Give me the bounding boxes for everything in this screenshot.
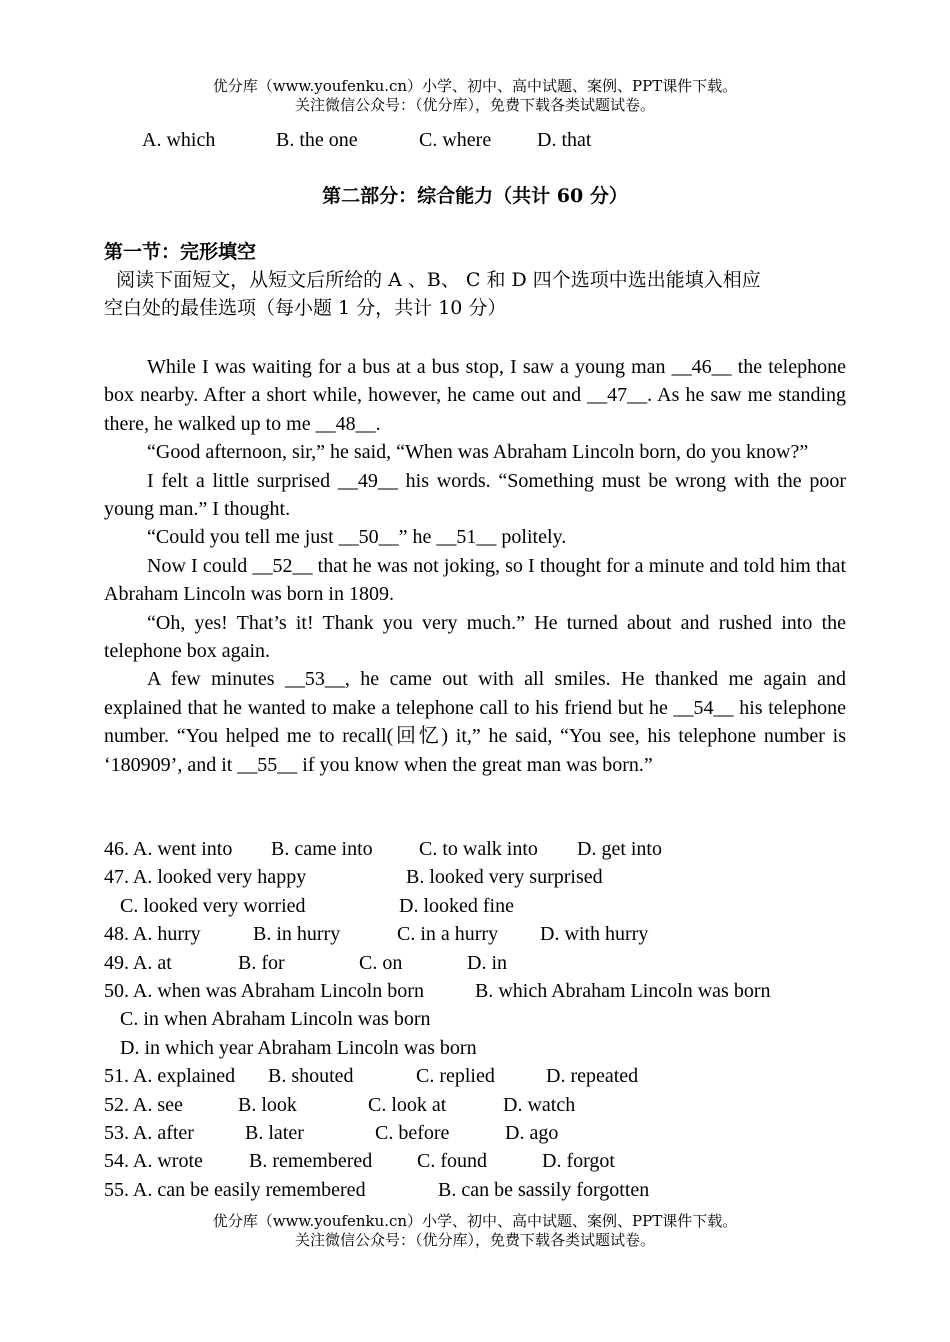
option-b: B. the one (276, 129, 358, 151)
question-53-option-a: 53. A. after (104, 1121, 194, 1144)
question-50-line-1 (104, 977, 864, 1005)
question-47-option-b: B. looked very surprised (406, 866, 603, 889)
instructions (104, 266, 846, 322)
question-53-option-c: C. before (375, 1121, 450, 1144)
question-52-option-d: D. watch (503, 1093, 576, 1116)
question-47-option-c: C. looked very worried (120, 894, 306, 917)
passage-paragraph: A few minutes __53__, he came out with all smiles. He thanked me again and explained that he wanted to make a telephone call to his friend but he __54__ his telephone number. “You helped me to recall(回忆) it,” he said, “You see, his telephone number is ‘180909’, and it __55__ if you know when the great man was born.” (104, 668, 846, 776)
instructions-line-1: 阅读下面短文，从短文后所给的 A 、B、 C 和 D 四个选项中选出能填入相应 (104, 269, 761, 291)
question-50-option-d: D. in which year Abraham Lincoln was born (120, 1036, 477, 1059)
question-50-option-c: C. in when Abraham Lincoln was born (120, 1008, 431, 1031)
question-54-option-c: C. found (417, 1150, 487, 1173)
question-47-option-a: 47. A. looked very happy (104, 866, 307, 889)
question-50-line-3 (104, 1034, 864, 1062)
option-a: A. which (142, 129, 216, 151)
question-48-option-b: B. in hurry (253, 923, 341, 946)
question-48-option-d: D. with hurry (540, 923, 649, 946)
passage-paragraph: “Good afternoon, sir,” he said, “When was Abraham Lincoln born, do you know?” (147, 441, 809, 464)
passage-paragraph: “Oh, yes! That’s it! Thank you very much.” He turned about and rushed into the telephone box again. (104, 611, 846, 663)
page-footer-line-2: 关注微信公众号：（优分库），免费下载各类试题试卷。 (294, 1231, 655, 1249)
page-footer-line-1: 优分库（www.youfenku.cn）小学、初中、高中试题、案例、PPT课件下载。 (212, 1212, 738, 1230)
question-46-option-b: B. came into (271, 838, 373, 860)
question-53-option-d: D. ago (505, 1121, 559, 1144)
question-50-line-2 (104, 1005, 864, 1033)
question-55-option-a: 55. A. can be easily remembered (104, 1178, 366, 1201)
question-54-option-d: D. forgot (542, 1150, 615, 1173)
question-49 (104, 949, 864, 977)
option-c: C. where (419, 129, 492, 151)
question-51 (104, 1062, 864, 1090)
question-53-option-b: B. later (245, 1121, 304, 1144)
passage-paragraph: I felt a little surprised __49__ his words. “Something must be wrong with the poor young man.” I thought. (104, 469, 846, 521)
cloze-passage (104, 353, 846, 779)
question-49-option-c: C. on (359, 951, 403, 974)
question-46 (104, 835, 864, 863)
question-52-option-b: B. look (238, 1093, 297, 1116)
question-51-option-c: C. replied (416, 1065, 495, 1088)
question-47-line-2 (104, 892, 864, 920)
page-header-line-2: 关注微信公众号：（优分库），免费下载各类试题试卷。 (294, 96, 655, 114)
passage-paragraph: Now I could __52__ that he was not joking, so I thought for a minute and told him that Abraham Lincoln was born in 1809. (104, 554, 846, 606)
question-54-option-a: 54. A. wrote (104, 1150, 203, 1173)
part-title: 第二部分：综合能力（共计 60 分） (322, 185, 628, 207)
question-54-option-b: B. remembered (249, 1150, 373, 1173)
option-d: D. that (537, 129, 592, 151)
question-52-option-a: 52. A. see (104, 1093, 183, 1116)
question-46-option-d: D. get into (577, 838, 662, 860)
passage-paragraph: “Could you tell me just __50__” he __51__ politely. (147, 526, 567, 549)
question-47-option-d: D. looked fine (399, 894, 514, 917)
question-50-option-a: 50. A. when was Abraham Lincoln born (104, 979, 424, 1002)
question-51-option-b: B. shouted (268, 1065, 354, 1088)
passage-paragraph: While I was waiting for a bus at a bus stop, I saw a young man __46__ the telephone box nearby. After a short while, however, he came out and __47__. As he saw me standing there, he walked up to me __48__. (104, 356, 846, 435)
question-49-option-b: B. for (238, 951, 285, 974)
question-51-option-a: 51. A. explained (104, 1065, 236, 1088)
question-46-option-c: C. to walk into (419, 838, 538, 860)
question-49-option-a: 49. A. at (104, 951, 172, 974)
question-52 (104, 1091, 864, 1119)
question-52-option-c: C. look at (368, 1093, 447, 1116)
page-header-line-1: 优分库（www.youfenku.cn）小学、初中、高中试题、案例、PPT课件下载。 (212, 77, 738, 95)
question-48-option-a: 48. A. hurry (104, 923, 201, 946)
question-list (104, 835, 864, 1204)
question-46-option-a: 46. A. went into (104, 838, 233, 860)
instructions-line-2: 空白处的最佳选项（每小题 1 分，共计 10 分） (104, 297, 507, 319)
question-50-option-b: B. which Abraham Lincoln was born (475, 979, 771, 1002)
question-49-option-d: D. in (467, 951, 507, 974)
question-48 (104, 920, 864, 948)
question-53 (104, 1119, 864, 1147)
question-48-option-c: C. in a hurry (397, 923, 499, 946)
question-47-line-1 (104, 863, 864, 891)
question-55-option-b: B. can be sassily forgotten (438, 1178, 650, 1201)
question-55 (104, 1176, 864, 1204)
section-title: 第一节：完形填空 (104, 241, 257, 263)
question-54 (104, 1147, 864, 1175)
question-51-option-d: D. repeated (546, 1065, 639, 1088)
